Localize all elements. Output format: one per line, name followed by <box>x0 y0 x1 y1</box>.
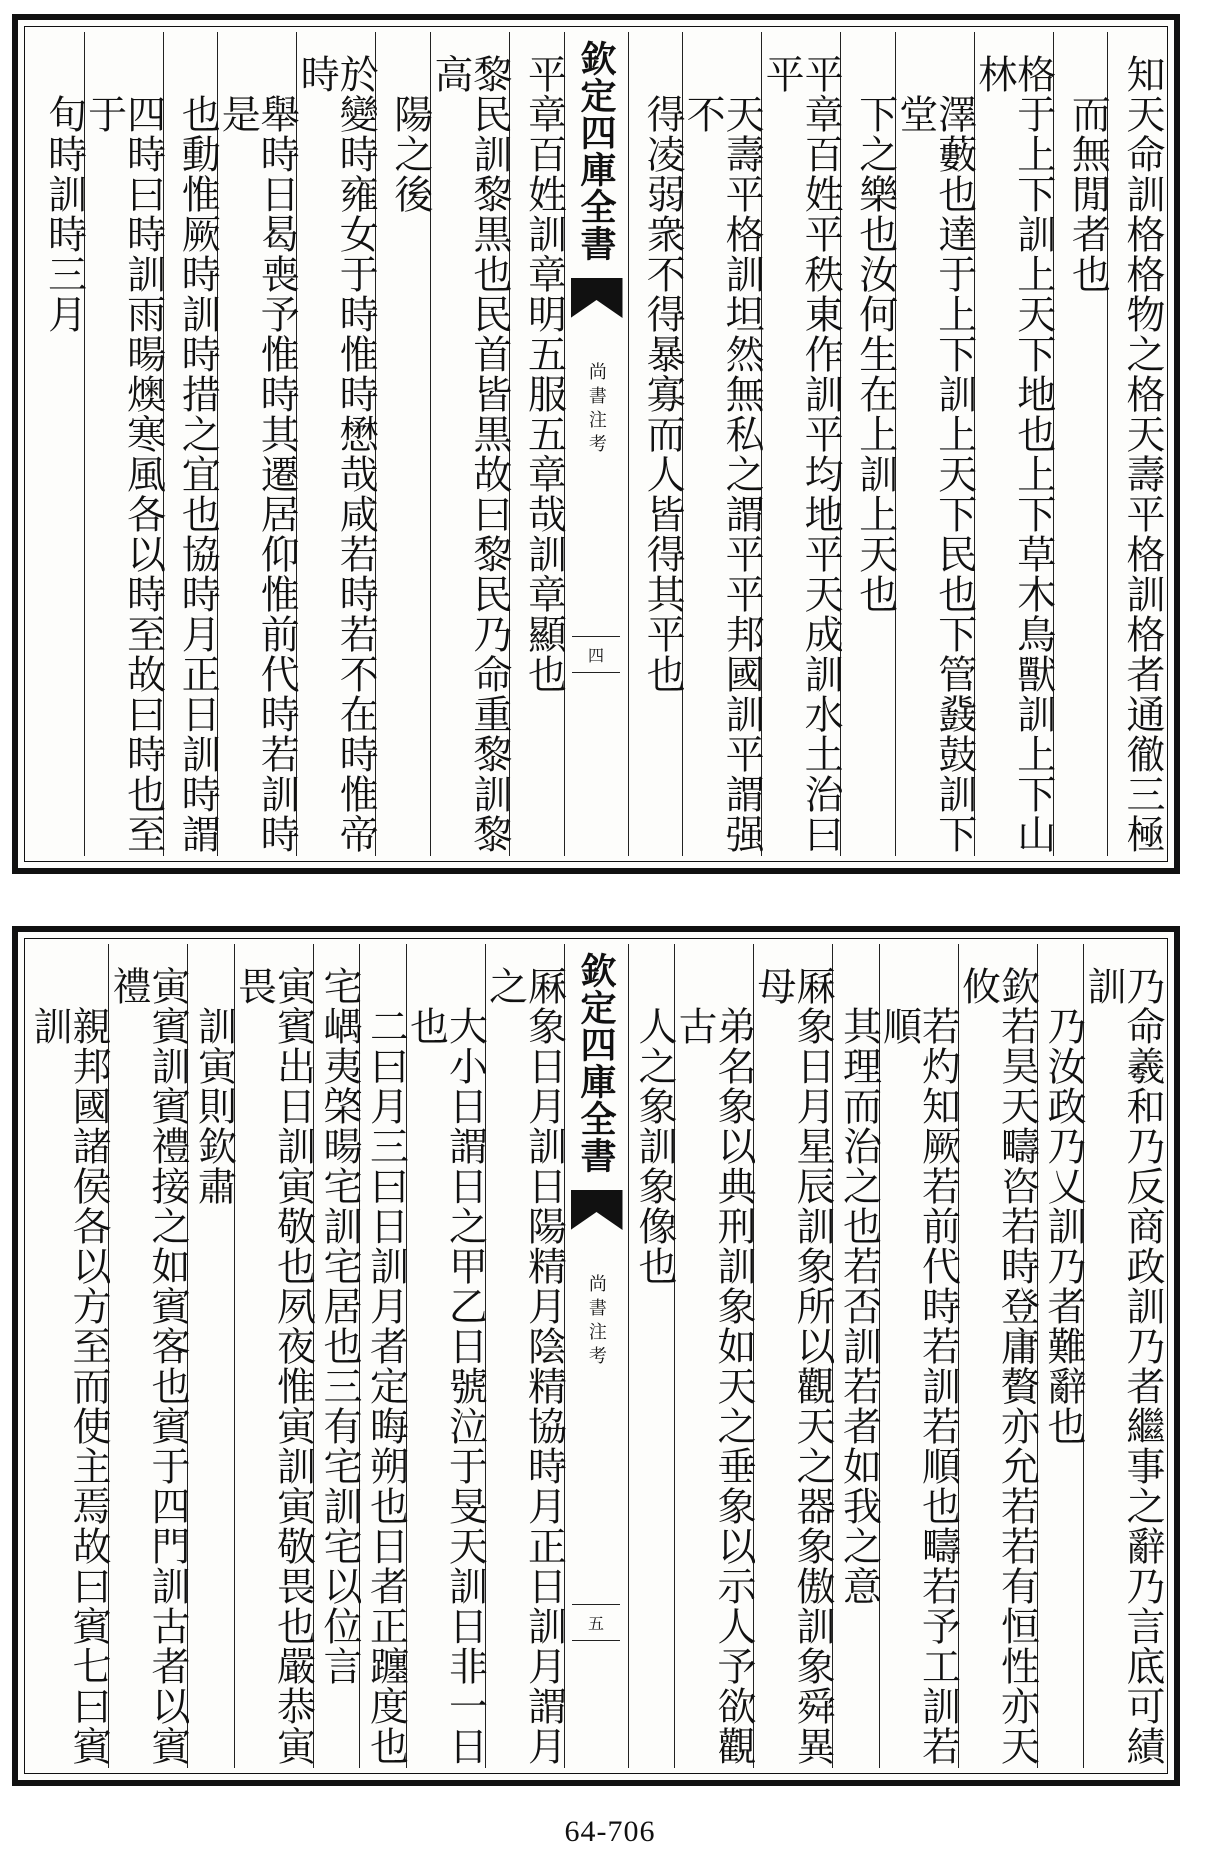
spine-book-title: 尚書注考 <box>585 362 607 458</box>
text-column <box>313 944 360 1768</box>
text-column <box>680 32 765 856</box>
column-text: 寅賓出日訓寅敬也夙夜惟寅訓寅敬畏也嚴恭寅畏 <box>231 966 316 1766</box>
column-text: 厤象日月訓日陽精月陰精協時月正日訓月謂月之 <box>482 966 567 1766</box>
column-text: 澤藪也達于上下訓上天下民也下管鼗鼓訓下堂 <box>892 94 977 854</box>
column-text: 四時曰時訓雨暘燠寒風各以時至故曰時也至于 <box>81 94 166 854</box>
column-text: 乃命羲和乃反商政訓乃者繼事之辭乃言底可績訓 <box>1081 966 1165 1766</box>
text-column <box>840 32 898 856</box>
column-text: 訓寅則欽肅 <box>191 1006 237 1206</box>
text-column <box>1037 944 1084 1768</box>
column-text: 宅嵎夷棨暘宅訓宅居也三有宅訓宅以位言 <box>317 966 362 1686</box>
text-column <box>1053 32 1111 856</box>
text-column <box>81 32 166 856</box>
column-text: 大小日謂日之甲乙日號泣于旻天訓日非一日也 <box>403 1006 488 1766</box>
column-text: 旬時訓時三月 <box>41 94 87 334</box>
text-column <box>628 32 686 856</box>
column-text: 而無閒者也 <box>1065 94 1111 294</box>
text-column <box>215 32 300 856</box>
column-text: 厤象日月星辰訓象所以觀天之器象傲訓象舜異母 <box>751 966 835 1766</box>
column-text: 其理而治之也若否訓若者如我之意 <box>836 1006 882 1606</box>
column-text: 於變時雍女于時惟時懋哉咸若時若不在時惟帝時 <box>294 54 379 854</box>
text-column <box>1081 944 1165 1768</box>
text-column <box>955 944 1040 1768</box>
column-text: 人之象訓象像也 <box>632 1006 677 1286</box>
text-column <box>482 944 567 1768</box>
text-column <box>163 32 221 856</box>
text-column <box>832 944 882 1768</box>
column-text: 親邦國諸侯各以方至而使主焉故曰賓七曰賓訓 <box>27 1006 111 1766</box>
text-column <box>30 32 87 856</box>
folio-number: 四 <box>572 636 620 673</box>
text-column <box>892 32 977 856</box>
spine-title: 欽定四庫全書 <box>575 952 617 1174</box>
column-text: 若灼知厥若前代時若訓若順也疇若予工訓若順 <box>876 1006 961 1766</box>
column-text: 也動惟厥時訓時措之宜也協時月正日訓時謂 <box>175 94 221 854</box>
center-spine <box>564 32 628 856</box>
column-text: 欽若昊天疇咨若時登庸贅亦允若若有恒性亦天攸 <box>955 966 1040 1766</box>
fishtail-mark-icon <box>571 1190 623 1230</box>
column-text: 得凌弱衆不得暴寡而人皆得其平也 <box>640 94 686 694</box>
text-column <box>1107 32 1165 856</box>
column-text: 平章百姓平秩東作訓平均地平天成訓水土治曰平 <box>759 54 844 854</box>
text-column <box>427 32 512 856</box>
text-column <box>751 944 835 1768</box>
text-column <box>628 944 675 1768</box>
lower-page <box>12 926 1180 1786</box>
text-column <box>403 944 488 1768</box>
spine-book-title: 尚書注考 <box>585 1274 607 1370</box>
column-text: 平章百姓訓章明五服五章哉訓章顯也 <box>521 54 567 694</box>
column-text: 格于上下訓上天下地也上下草木鳥獸訓上下山林 <box>971 54 1056 854</box>
text-column <box>27 944 111 1768</box>
upper-page <box>12 14 1180 874</box>
column-text: 二曰月三曰日訓月者定晦朔也日者正躔度也 <box>363 1006 409 1766</box>
column-text: 舉時日曷喪予惟時其遷居仰惟前代時若訓時是 <box>215 94 300 854</box>
text-column <box>231 944 316 1768</box>
column-text: 乃汝政乃乂訓乃者難辭也 <box>1041 1006 1086 1446</box>
text-column <box>509 32 567 856</box>
text-column <box>187 944 237 1768</box>
text-column <box>971 32 1056 856</box>
folio-number: 五 <box>572 1604 620 1641</box>
text-column <box>759 32 844 856</box>
column-text: 寅賓訓賓禮接之如賓客也賓于四門訓古者以賓禮 <box>106 966 190 1766</box>
text-column <box>359 944 409 1768</box>
spine-title: 欽定四庫全書 <box>575 40 617 262</box>
text-column <box>876 944 961 1768</box>
column-text: 天壽平格訓坦然無私之謂平平邦國訓平謂强不 <box>680 94 765 854</box>
text-column <box>672 944 756 1768</box>
text-column <box>106 944 190 1768</box>
text-column <box>294 32 379 856</box>
fishtail-mark-icon <box>571 278 623 318</box>
column-text: 黎民訓黎黒也民首皆黒故曰黎民乃命重黎訓黎高 <box>427 54 512 854</box>
column-text: 知天命訓格格物之格天壽平格訓格者通徹三極 <box>1120 54 1165 854</box>
text-column <box>375 32 433 856</box>
column-text: 下之樂也汝何生在上訓上天也 <box>852 94 898 614</box>
column-text: 陽之後 <box>387 94 433 214</box>
page-number-footer: 64-706 <box>564 1815 656 1848</box>
center-spine <box>564 944 628 1768</box>
column-text: 弟名象以典刑訓象如天之垂象以示人予欲觀古 <box>672 1006 756 1766</box>
